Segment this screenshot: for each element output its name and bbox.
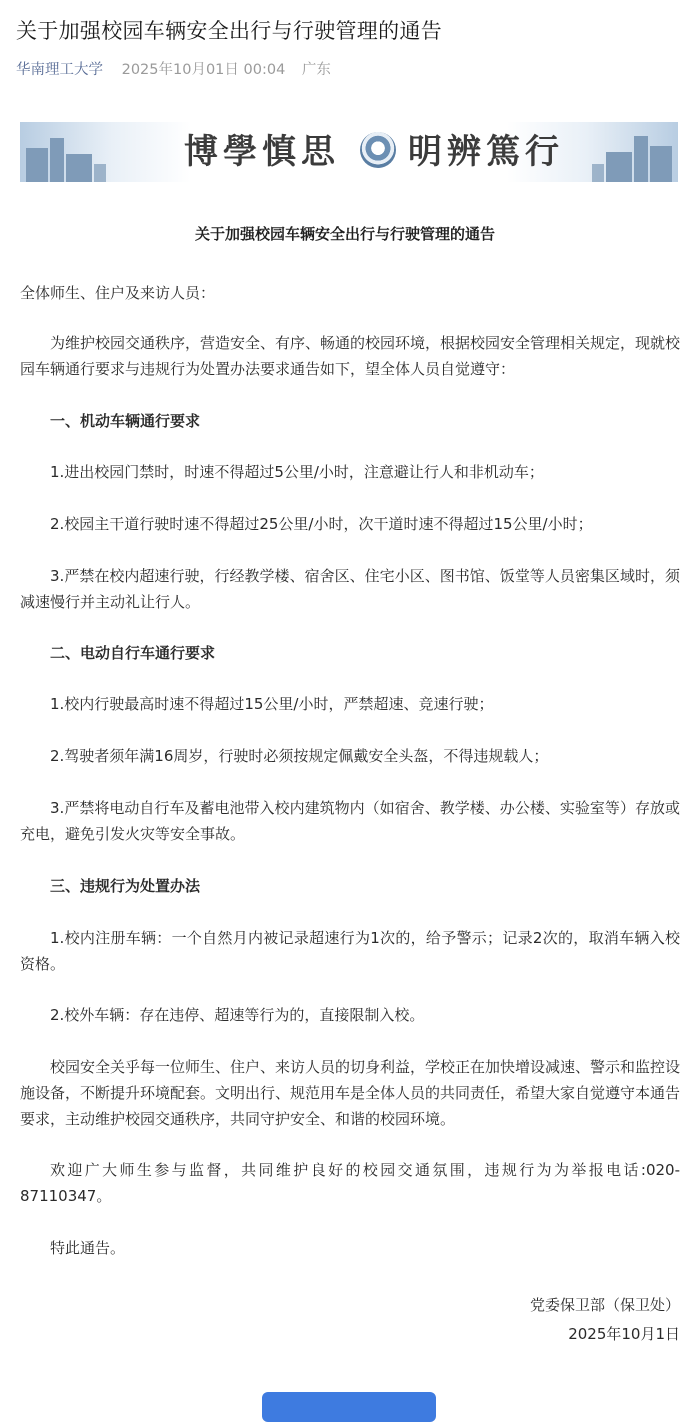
article-title: 关于加强校园车辆安全出行与行驶管理的通告: [16, 19, 442, 43]
section2-item-3: 3.严禁将电动自行车及蓄电池带入校内建筑物内（如宿舍、教学楼、办公楼、实验室等）存放或充电，避免引发火灾等安全事故。: [20, 799, 680, 843]
bottom-action-button[interactable]: [262, 1392, 436, 1422]
closing-paragraph-3: 特此通告。: [50, 1239, 126, 1257]
section2-heading: 二、电动自行车通行要求: [50, 644, 216, 662]
closing-paragraph-1: 校园安全关乎每一位师生、住户、来访人员的切身利益，学校正在加快增设减速、警示和监控设施设备，不断提升环境配套。文明出行、规范用车是全体人员的共同责任，希望大家自觉遵守本通告要求，主动维护校园交通秩序，共同守护安全、和谐的校园环境。: [20, 1058, 681, 1128]
article-meta: [16, 58, 331, 82]
closing-paragraph-2: 欢迎广大师生参与监督，共同维护良好的校园交通氛围，违规行为为举报电话:020-87110347。: [20, 1161, 680, 1205]
university-seal-icon: [360, 132, 396, 168]
section1-item-1: 1.进出校园门禁时，时速不得超过5公里/小时，注意避让行人和非机动车；: [50, 463, 544, 481]
document-title: 关于加强校园车辆安全出行与行驶管理的通告: [194, 225, 495, 243]
section1-item-3: 3.严禁在校内超速行驶，行经教学楼、宿舍区、住宅小区、图书馆、饭堂等人员密集区域时，须减速慢行并主动礼让行人。: [20, 567, 680, 611]
publish-location: 广东: [301, 62, 331, 78]
section2-item-1: 1.校内行驶最高时速不得超过15公里/小时，严禁超速、竞速行驶；: [50, 695, 494, 713]
salutation: 全体师生、住户及来访人员：: [20, 284, 216, 302]
section3-heading: 三、违规行为处置办法: [50, 877, 201, 895]
signature-organization: 党委保卫部（保卫处）: [529, 1296, 680, 1314]
motto-right: 明辨篤行: [408, 132, 564, 172]
motto-left: 博學慎思: [184, 132, 340, 172]
intro-paragraph: 为维护校园交通秩序，营造安全、有序、畅通的校园环境，根据校园安全管理相关规定，现就校园车辆通行要求与违规行为处置办法要求通告如下，望全体人员自觉遵守：: [20, 334, 681, 378]
university-banner: [20, 122, 678, 182]
section2-item-2: 2.驾驶者须年满16周岁，行驶时必须按规定佩戴安全头盔，不得违规载人；: [50, 747, 549, 765]
author-link[interactable]: 华南理工大学: [16, 62, 103, 78]
publish-datetime: 2025年10月01日 00:04: [121, 62, 286, 78]
section1-item-2: 2.校园主干道行驶时速不得超过25公里/小时，次干道时速不得超过15公里/小时；: [50, 515, 593, 533]
section1-heading: 一、机动车辆通行要求: [50, 412, 201, 430]
signature-date: 2025年10月1日: [568, 1325, 680, 1343]
section3-item-1: 1.校内注册车辆：一个自然月内被记录超速行为1次的，给予警示；记录2次的，取消车辆入校资格。: [20, 929, 680, 973]
section3-item-2: 2.校外车辆：存在违停、超速等行为的，直接限制入校。: [50, 1006, 425, 1024]
